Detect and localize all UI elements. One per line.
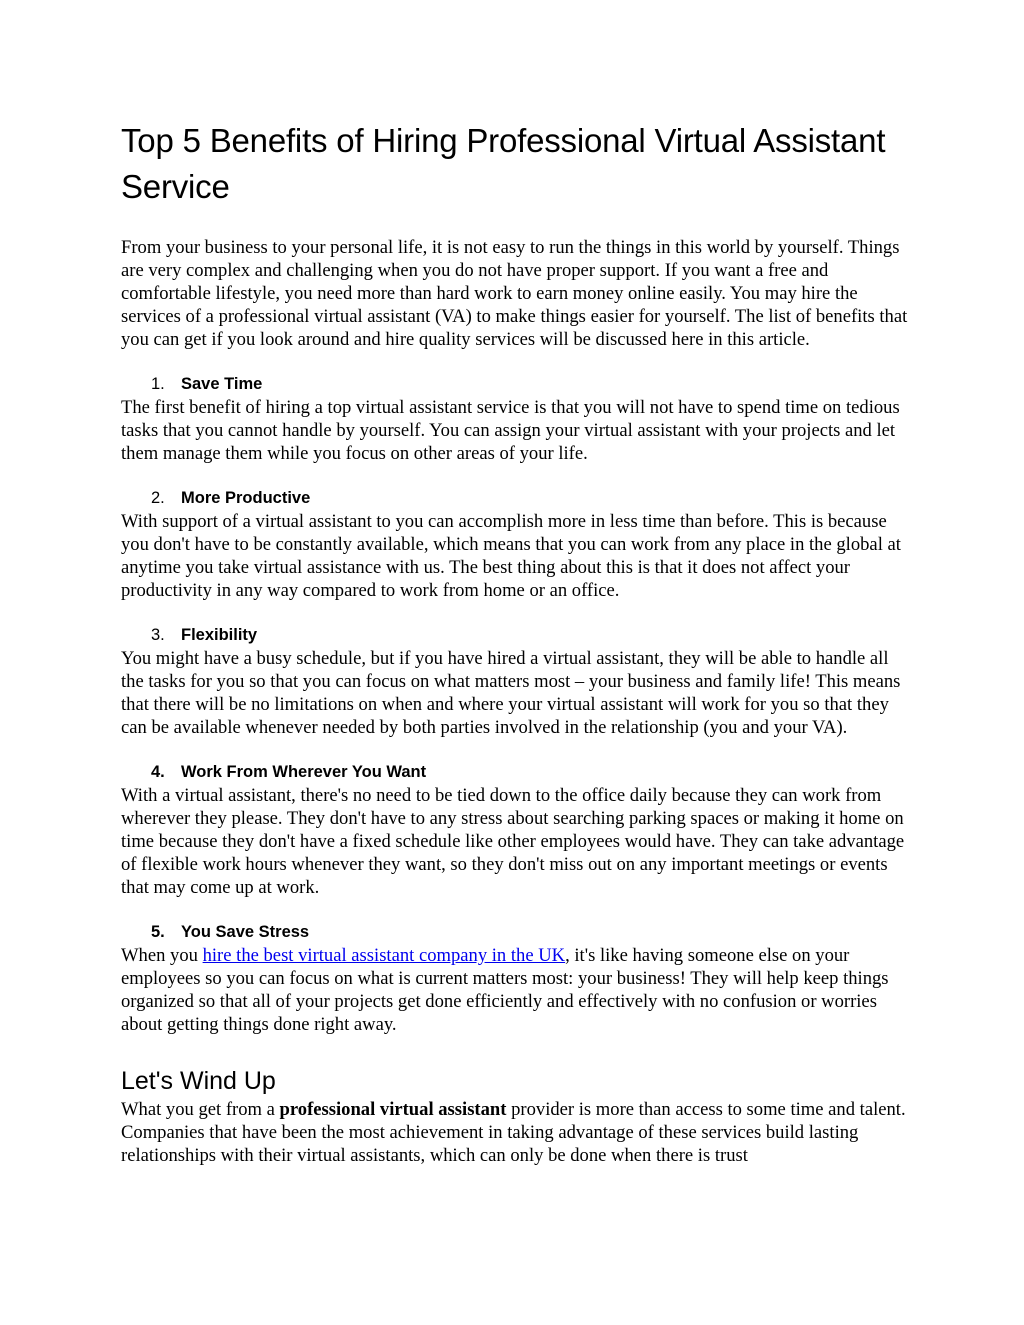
- section-heading: [121, 373, 911, 396]
- hire-va-company-link[interactable]: hire the best virtual assistant company in the UK: [202, 945, 566, 966]
- section-heading: [121, 761, 911, 784]
- section-title: Flexibility: [181, 626, 258, 644]
- section-number: 2.: [151, 489, 165, 507]
- section-save-time: [121, 373, 911, 465]
- windup-heading: Let's Wind Up: [121, 1067, 276, 1095]
- section-text: [121, 944, 911, 1036]
- section-work-from-wherever: [121, 761, 911, 899]
- section-number: 5.: [151, 923, 165, 941]
- section-heading: [121, 921, 911, 944]
- section-number: 1.: [151, 375, 165, 393]
- section-title: Work From Wherever You Want: [181, 763, 427, 781]
- document-title: Top 5 Benefits of Hiring Professional Virtual Assistant Service: [121, 122, 886, 205]
- section-number: 4.: [151, 763, 165, 781]
- section-text: With support of a virtual assistant to you can accomplish more in less time than before. This is because you don't have to be constantly available, which means that you can work from any place in the global at anytime you take virtual assistance with us. The best thing about this is that it does not affect your productivity in any way compared to work from home or an office.: [121, 511, 901, 601]
- section-title: More Productive: [181, 489, 311, 507]
- section-title: Save Time: [181, 375, 263, 393]
- intro-paragraph: From your business to your personal life, it is not easy to run the things in this world by yourself. Things are very complex and challenging when you do not have proper support. If you want a free and comfortable lifestyle, you need more than hard work to earn money online easily. You may hire the services of a professional virtual assistant (VA) to make things easier for yourself. The list of benefits that you can get if you look around and hire quality services will be discussed here in this article.: [121, 237, 908, 350]
- document-page: [121, 118, 911, 1167]
- section-heading: [121, 624, 911, 647]
- section-title: You Save Stress: [181, 923, 310, 941]
- section-text: With a virtual assistant, there's no need to be tied down to the office daily because they can work from wherever they please. They don't have to any stress about searching parking spaces or making it home on time because they don't have a fixed schedule like other employees would have. They can take advantage of flexible work hours whenever they want, so they don't miss out on any important meetings or events that may come up at work.: [121, 785, 905, 898]
- text-after-link: , it's like having someone else on your employees so you can focus on what is current matters most: your business! They will help keep things organized so that all of your projects get done efficiently and effectively with no confusion or worries about getting things done right away.: [121, 945, 889, 1035]
- section-flexibility: [121, 624, 911, 739]
- section-save-stress: [121, 921, 911, 1036]
- section-number: 3.: [151, 626, 165, 644]
- text-before-link: When you: [121, 945, 203, 966]
- section-text: You might have a busy schedule, but if you have hired a virtual assistant, they will be able to handle all the tasks for you so that you can focus on what matters most – your business and family life! This means that there will be no limitations on when and where your virtual assistant will work for you so that they can be available whenever needed by both parties involved in the relationship (you and your VA).: [121, 648, 901, 738]
- windup-bold-text: professional virtual assistant: [279, 1099, 507, 1120]
- windup-text-after: provider is more than access to some time and talent. Companies that have been the most achievement in taking advantage of these services build lasting relationships with their virtual assistants, which can only be done when there is trust: [121, 1099, 906, 1166]
- windup-paragraph: [121, 1098, 911, 1167]
- windup-text-before: What you get from a: [121, 1099, 280, 1120]
- section-more-productive: [121, 487, 911, 602]
- section-heading: [121, 487, 911, 510]
- section-text: The first benefit of hiring a top virtual assistant service is that you will not have to spend time on tedious tasks that you cannot handle by yourself. You can assign your virtual assistant with your projects and let them manage them while you focus on other areas of your life.: [121, 397, 900, 464]
